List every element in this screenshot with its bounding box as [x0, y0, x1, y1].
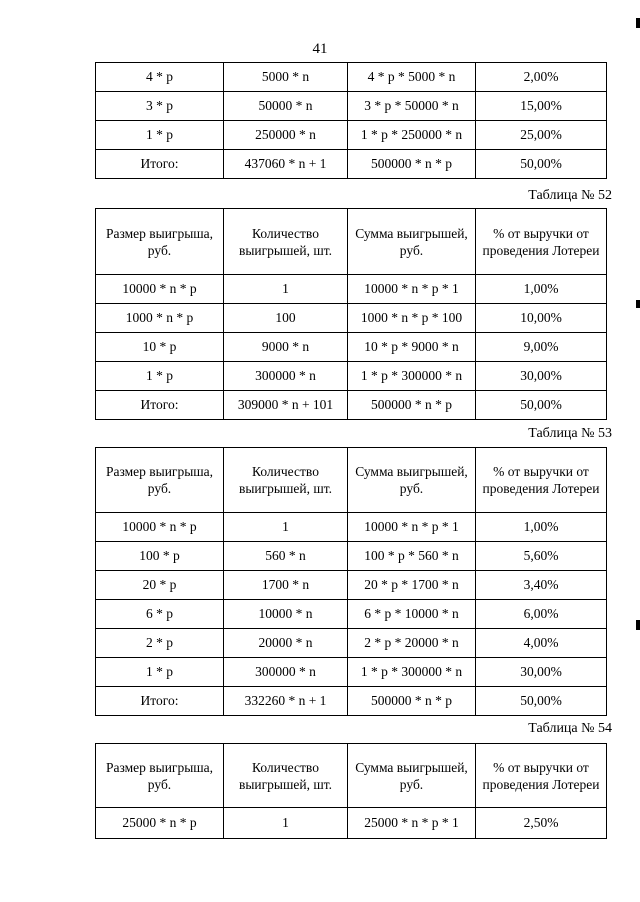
table-cell: 10 * p * 9000 * n [348, 333, 476, 362]
column-header: Размер выигрыша, руб. [96, 209, 224, 275]
table-cell: 9,00% [476, 333, 607, 362]
caption-table-54: Таблица № 54 [528, 721, 612, 736]
table-cell: 1 * p [96, 362, 224, 391]
table-cell: 250000 * n [224, 121, 348, 150]
total-row [96, 391, 607, 420]
header-row [96, 209, 607, 275]
table-cell: 300000 * n [224, 658, 348, 687]
table-row [96, 658, 607, 687]
caption-table-52: Таблица № 52 [528, 188, 612, 203]
table-row [96, 542, 607, 571]
table-cell: 100 * p * 560 * n [348, 542, 476, 571]
caption-table-53: Таблица № 53 [528, 426, 612, 441]
table-cell: 3 * p [96, 92, 224, 121]
column-header: Сумма выигрышей, руб. [348, 744, 476, 808]
table-cell: 30,00% [476, 362, 607, 391]
table-row [96, 121, 607, 150]
total-row [96, 687, 607, 716]
table-cell: 10000 * n * p [96, 513, 224, 542]
table-cell: 15,00% [476, 92, 607, 121]
table-row [96, 629, 607, 658]
column-header: Количество выигрышей, шт. [224, 744, 348, 808]
table-cell: 1 * p [96, 121, 224, 150]
table-cell: 25000 * n * p [96, 808, 224, 839]
table-row [96, 92, 607, 121]
header-row [96, 448, 607, 513]
table-row [96, 600, 607, 629]
column-header: Количество выигрышей, шт. [224, 448, 348, 513]
table-cell: 20 * p [96, 571, 224, 600]
table-cell: 30,00% [476, 658, 607, 687]
table-cell: 6 * p * 10000 * n [348, 600, 476, 629]
table-cell: 500000 * n * p [348, 687, 476, 716]
column-header: % от выручки от проведения Лотереи [476, 209, 607, 275]
table-row [96, 275, 607, 304]
table-row [96, 513, 607, 542]
table-cell: 100 [224, 304, 348, 333]
table-cell: 1 * p * 300000 * n [348, 362, 476, 391]
page-number: 41 [312, 41, 328, 57]
column-header: Размер выигрыша, руб. [96, 448, 224, 513]
table-cell: 4 * p [96, 63, 224, 92]
table-row [96, 571, 607, 600]
table-cell: 5,60% [476, 542, 607, 571]
column-header: Сумма выигрышей, руб. [348, 448, 476, 513]
table-row [96, 333, 607, 362]
table-cell: 10 * p [96, 333, 224, 362]
table-cell: 2 * p [96, 629, 224, 658]
table-cell: 50,00% [476, 391, 607, 420]
table-cell: 1700 * n [224, 571, 348, 600]
table-cell: 1 * p [96, 658, 224, 687]
table-cell: 1,00% [476, 513, 607, 542]
table-row [96, 808, 607, 839]
table-cell: 6 * p [96, 600, 224, 629]
scan-edge-mark [636, 18, 640, 28]
table-cell: 437060 * n + 1 [224, 150, 348, 179]
table-54 [95, 743, 607, 839]
table-cell: 1 [224, 513, 348, 542]
table-53 [95, 447, 607, 716]
table-cell: 6,00% [476, 600, 607, 629]
table-cell: Итого: [96, 687, 224, 716]
table-cell: 10000 * n [224, 600, 348, 629]
table-cell: 10000 * n * p [96, 275, 224, 304]
column-header: % от выручки от проведения Лотереи [476, 448, 607, 513]
table-cell: 20 * p * 1700 * n [348, 571, 476, 600]
table-cell: 10000 * n * p * 1 [348, 513, 476, 542]
table-cell: 1 [224, 808, 348, 839]
table-continued [95, 62, 607, 179]
total-row [96, 150, 607, 179]
column-header: Сумма выигрышей, руб. [348, 209, 476, 275]
scan-edge-mark [636, 620, 640, 630]
table-cell: 3 * p * 50000 * n [348, 92, 476, 121]
column-header: Количество выигрышей, шт. [224, 209, 348, 275]
table-52 [95, 208, 607, 420]
table-cell: 100 * p [96, 542, 224, 571]
header-row [96, 744, 607, 808]
table-cell: 20000 * n [224, 629, 348, 658]
table-cell: 500000 * n * p [348, 391, 476, 420]
table-cell: 10,00% [476, 304, 607, 333]
table-cell: Итого: [96, 150, 224, 179]
table-cell: 4,00% [476, 629, 607, 658]
table-cell: 3,40% [476, 571, 607, 600]
table-row [96, 63, 607, 92]
table-cell: 50,00% [476, 150, 607, 179]
column-header: % от выручки от проведения Лотереи [476, 744, 607, 808]
table-cell: 1 [224, 275, 348, 304]
table-cell: 1 * p * 250000 * n [348, 121, 476, 150]
table-cell: 9000 * n [224, 333, 348, 362]
table-cell: 560 * n [224, 542, 348, 571]
table-cell: Итого: [96, 391, 224, 420]
table-cell: 5000 * n [224, 63, 348, 92]
table-cell: 2,00% [476, 63, 607, 92]
table-cell: 1,00% [476, 275, 607, 304]
table-cell: 4 * p * 5000 * n [348, 63, 476, 92]
table-cell: 332260 * n + 1 [224, 687, 348, 716]
table-cell: 10000 * n * p * 1 [348, 275, 476, 304]
table-cell: 500000 * n * p [348, 150, 476, 179]
table-cell: 2,50% [476, 808, 607, 839]
table-cell: 50,00% [476, 687, 607, 716]
table-cell: 1 * p * 300000 * n [348, 658, 476, 687]
table-row [96, 304, 607, 333]
table-cell: 300000 * n [224, 362, 348, 391]
table-cell: 25,00% [476, 121, 607, 150]
table-cell: 50000 * n [224, 92, 348, 121]
column-header: Размер выигрыша, руб. [96, 744, 224, 808]
scan-edge-mark [636, 300, 640, 308]
table-cell: 1000 * n * p [96, 304, 224, 333]
table-cell: 25000 * n * p * 1 [348, 808, 476, 839]
table-cell: 1000 * n * p * 100 [348, 304, 476, 333]
table-cell: 2 * p * 20000 * n [348, 629, 476, 658]
table-cell: 309000 * n + 101 [224, 391, 348, 420]
table-row [96, 362, 607, 391]
